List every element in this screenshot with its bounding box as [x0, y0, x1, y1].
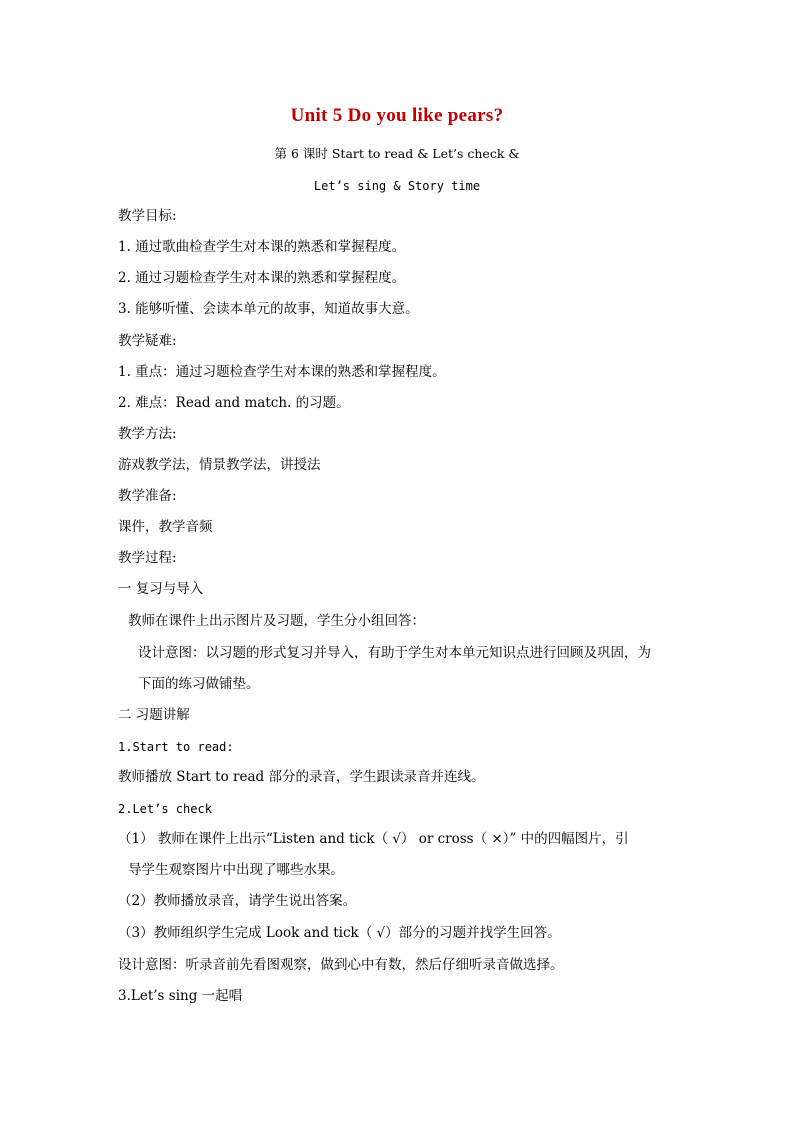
item3-heading: 3.Let’s sing 一起唱 — [118, 988, 243, 1004]
lesson-subtitle-line2: Let’s sing & Story time — [313, 179, 481, 193]
item2-step3: （3）教师组织学生完成 Look and tick（ √）部分的习题并找学生回答。 — [118, 925, 561, 941]
methods-heading: 教学方法: — [118, 426, 177, 442]
lesson-subtitle-line1: 第 6 课时 Start to read & Let’s check & — [274, 146, 520, 161]
objectives-heading: 教学目标: — [118, 208, 177, 224]
prep-heading: 教学准备: — [118, 488, 177, 504]
item2-heading: 2.Let’s check — [118, 802, 212, 816]
methods-text: 游戏教学法，情景教学法，讲授法 — [118, 457, 321, 473]
prep-text: 课件，教学音频 — [118, 519, 213, 535]
section1-design-intent-cont: 下面的练习做铺垫。 — [138, 676, 260, 692]
section1-heading: 一 复习与导入 — [118, 581, 204, 597]
section2-heading: 二 习题讲解 — [118, 707, 190, 723]
difficulties-heading: 教学疑难: — [118, 333, 177, 349]
section1-design-intent: 设计意图：以习题的形式复习并导入，有助于学生对本单元知识点进行回顾及巩固，为 — [138, 645, 651, 661]
difficulty-item: 1. 重点：通过习题检查学生对本课的熟悉和掌握程度。 — [118, 364, 446, 380]
item1-heading: 1.Start to read: — [118, 740, 234, 754]
objective-item: 1. 通过歌曲检查学生对本课的熟悉和掌握程度。 — [118, 239, 406, 255]
item1-text: 教师播放 Start to read 部分的录音，学生跟读录音并连线。 — [118, 769, 485, 785]
section1-text: 教师在课件上出示图片及习题，学生分小组回答： — [128, 613, 425, 629]
objective-item: 3. 能够听懂、会读本单元的故事，知道故事大意。 — [118, 301, 419, 317]
item2-step1: （1） 教师在课件上出示“Listen and tick（ √） or cross（ ×）” 中的四幅图片，引 — [118, 831, 629, 847]
document-title: Unit 5 Do you like pears? — [290, 105, 504, 126]
difficulty-item: 2. 难点：Read and match. 的习题。 — [118, 395, 350, 411]
item2-step2: （2）教师播放录音，请学生说出答案。 — [118, 893, 357, 909]
item2-design-intent: 设计意图：听录音前先看图观察，做到心中有数，然后仔细听录音做选择。 — [118, 957, 564, 973]
process-heading: 教学过程: — [118, 550, 177, 566]
item2-step1-cont: 导学生观察图片中出现了哪些水果。 — [128, 862, 344, 878]
objective-item: 2. 通过习题检查学生对本课的熟悉和掌握程度。 — [118, 270, 406, 286]
